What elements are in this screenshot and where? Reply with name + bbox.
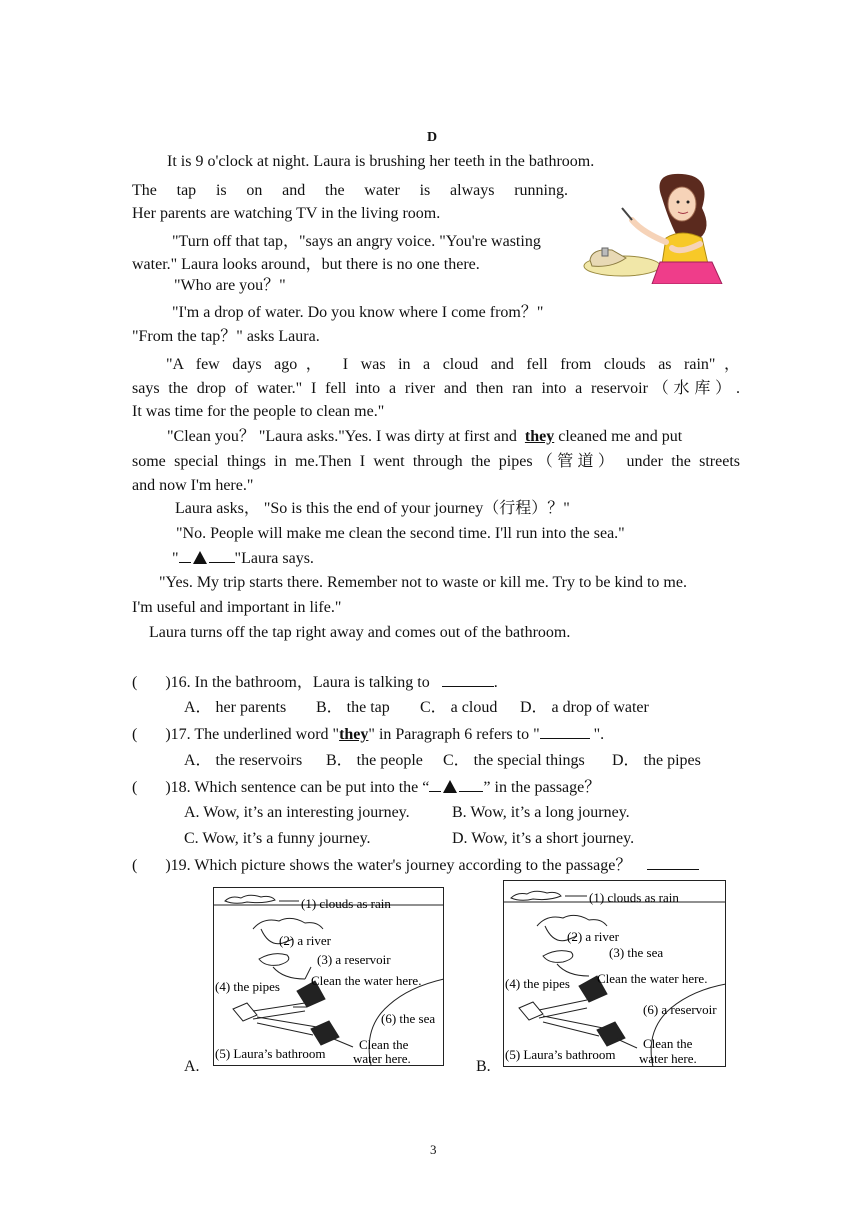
q18-paren: (: [132, 779, 138, 796]
question-18: [132, 777, 600, 798]
passage-p4: "Who are you？": [174, 277, 286, 294]
a-label-2: (2) a river: [279, 933, 331, 948]
b-label-3: (3) the sea: [609, 945, 664, 960]
a-label-3: (3) a reservoir: [317, 952, 391, 967]
p8-text-a: "Clean you？ "Laura asks."Yes. I was dirty at first and: [167, 428, 517, 445]
b-label-4: (4) the pipes: [505, 976, 570, 991]
q17-text-b: " in Paragraph 6 refers to ": [368, 726, 540, 743]
q18-text-a: )18. Which sentence can be put into the “: [165, 779, 430, 796]
b-label-2: (2) a river: [567, 929, 619, 944]
passage-p13: Laura turns off the tap right away and comes out of the bathroom.: [149, 624, 571, 641]
q17-word-they: they: [339, 726, 369, 743]
q19-text: )19. Which picture shows the water's journey according to the passage？: [165, 857, 632, 874]
a-label-5: Clean the water here.: [311, 973, 422, 988]
passage-p9: Laura asks， "So is this the end of your journey（行程）？": [175, 500, 570, 517]
q18-option-c: C. Wow, it’s a funny journey.: [184, 830, 371, 847]
page-number: 3: [430, 1142, 437, 1157]
q17-option-d: D． the pipes: [612, 752, 701, 769]
q16-option-b: B． the tap: [316, 699, 390, 716]
p11-close: "Laura says.: [234, 550, 314, 567]
section-title: D: [427, 130, 438, 145]
question-16: [132, 672, 498, 693]
a-label-1: (1) clouds as rain: [301, 896, 391, 911]
blank-line-right: [209, 548, 235, 563]
q16-option-a: A． her parents: [184, 699, 287, 716]
diagram-b: [503, 880, 726, 1067]
passage-p1: It is 9 o'clock at night. Laura is brushing her teeth in the bathroom.: [167, 153, 595, 170]
q18-blank-right: [459, 777, 483, 792]
passage-p3-line2: water." Laura looks around，but there is no one there.: [132, 256, 480, 273]
a-label-4: (4) the pipes: [215, 979, 280, 994]
a-label-7: (5) Laura’s bathroom: [215, 1046, 326, 1061]
b-label-5: Clean the water here.: [597, 971, 708, 986]
a-label-6: (6) the sea: [381, 1011, 436, 1026]
question-17: [132, 724, 604, 745]
passage-p2-line1: The tap is on and the water is always running.: [132, 182, 568, 199]
triangle-icon: [193, 551, 207, 564]
passage-p12-line2: I'm useful and important in life.": [132, 599, 342, 616]
q17-option-b: B． the people: [326, 752, 423, 769]
blank-line-left: [179, 548, 191, 563]
q19-answer-blank[interactable]: [647, 855, 699, 870]
passage-p7-line1: "A few days ago， I was in a cloud and fell from clouds as rain"，: [166, 356, 740, 373]
passage-p8-line3: and now I'm here.": [132, 477, 254, 494]
q18-blank-left: [429, 777, 441, 792]
q19-paren: (: [132, 857, 138, 874]
q17-paren: (: [132, 726, 138, 743]
q16-tail: .: [493, 674, 498, 691]
q17-option-c: C． the special things: [443, 752, 585, 769]
q18-triangle-icon: [443, 780, 457, 793]
b-label-8: Clean the: [643, 1036, 693, 1051]
p11-open-quote: ": [172, 550, 179, 567]
passage-p10: "No. People will make me clean the second time. I'll run into the sea.": [176, 525, 625, 542]
b-label-1: (1) clouds as rain: [589, 890, 679, 905]
underlined-word-they: they: [524, 428, 555, 445]
q18-option-a: A. Wow, it’s an interesting journey.: [184, 804, 410, 821]
q17-answer-blank[interactable]: [540, 724, 590, 739]
q18-option-d: D. Wow, it’s a short journey.: [452, 830, 635, 847]
q18-text-b: ” in the passage？: [483, 779, 601, 796]
laura-illustration: [582, 168, 732, 284]
diagram-a-letter: A.: [184, 1058, 200, 1075]
q18-option-b: B. Wow, it’s a long journey.: [452, 804, 630, 821]
q16-text: )16. In the bathroom，Laura is talking to: [165, 674, 430, 691]
a-label-8: Clean the: [359, 1037, 409, 1052]
q17-tail: ".: [593, 726, 605, 743]
passage-p11: [172, 548, 314, 569]
question-19: [132, 855, 699, 876]
diagram-b-letter: B.: [476, 1058, 491, 1075]
q17-text-a: )17. The underlined word ": [165, 726, 340, 743]
passage-p6: "From the tap？" asks Laura.: [132, 328, 320, 345]
a-label-9: water here.: [353, 1051, 411, 1066]
q16-option-d: D． a drop of water: [520, 699, 649, 716]
passage-p12-line1: "Yes. My trip starts there. Remember not to waste or kill me. Try to be kind to me.: [159, 574, 687, 591]
q17-option-a: A． the reservoirs: [184, 752, 303, 769]
b-label-6: (6) a reservoir: [643, 1002, 717, 1017]
q16-option-c: C． a cloud: [420, 699, 498, 716]
q16-answer-blank[interactable]: [442, 672, 494, 687]
passage-p7-line2: says the drop of water." I fell into a river and then ran into a reservoir（水库）.: [132, 380, 740, 397]
passage-p7-line3: It was time for the people to clean me.": [132, 403, 385, 420]
q16-paren: (: [132, 674, 138, 691]
p8-text-b: cleaned me and put: [558, 428, 683, 445]
passage-p3-line1: "Turn off that tap，"says an angry voice. "You're wasting: [172, 233, 541, 250]
passage-p2-line2: Her parents are watching TV in the living room.: [132, 205, 441, 222]
b-label-9: water here.: [639, 1051, 697, 1066]
passage-p5: "I'm a drop of water. Do you know where I come from？": [172, 304, 544, 321]
passage-p8-line2: some special things in me.Then I went through the pipes（管道） under the streets: [132, 453, 740, 470]
passage-p8-line1: [167, 427, 682, 447]
b-label-7: (5) Laura’s bathroom: [505, 1047, 616, 1062]
diagram-a: [213, 887, 444, 1066]
